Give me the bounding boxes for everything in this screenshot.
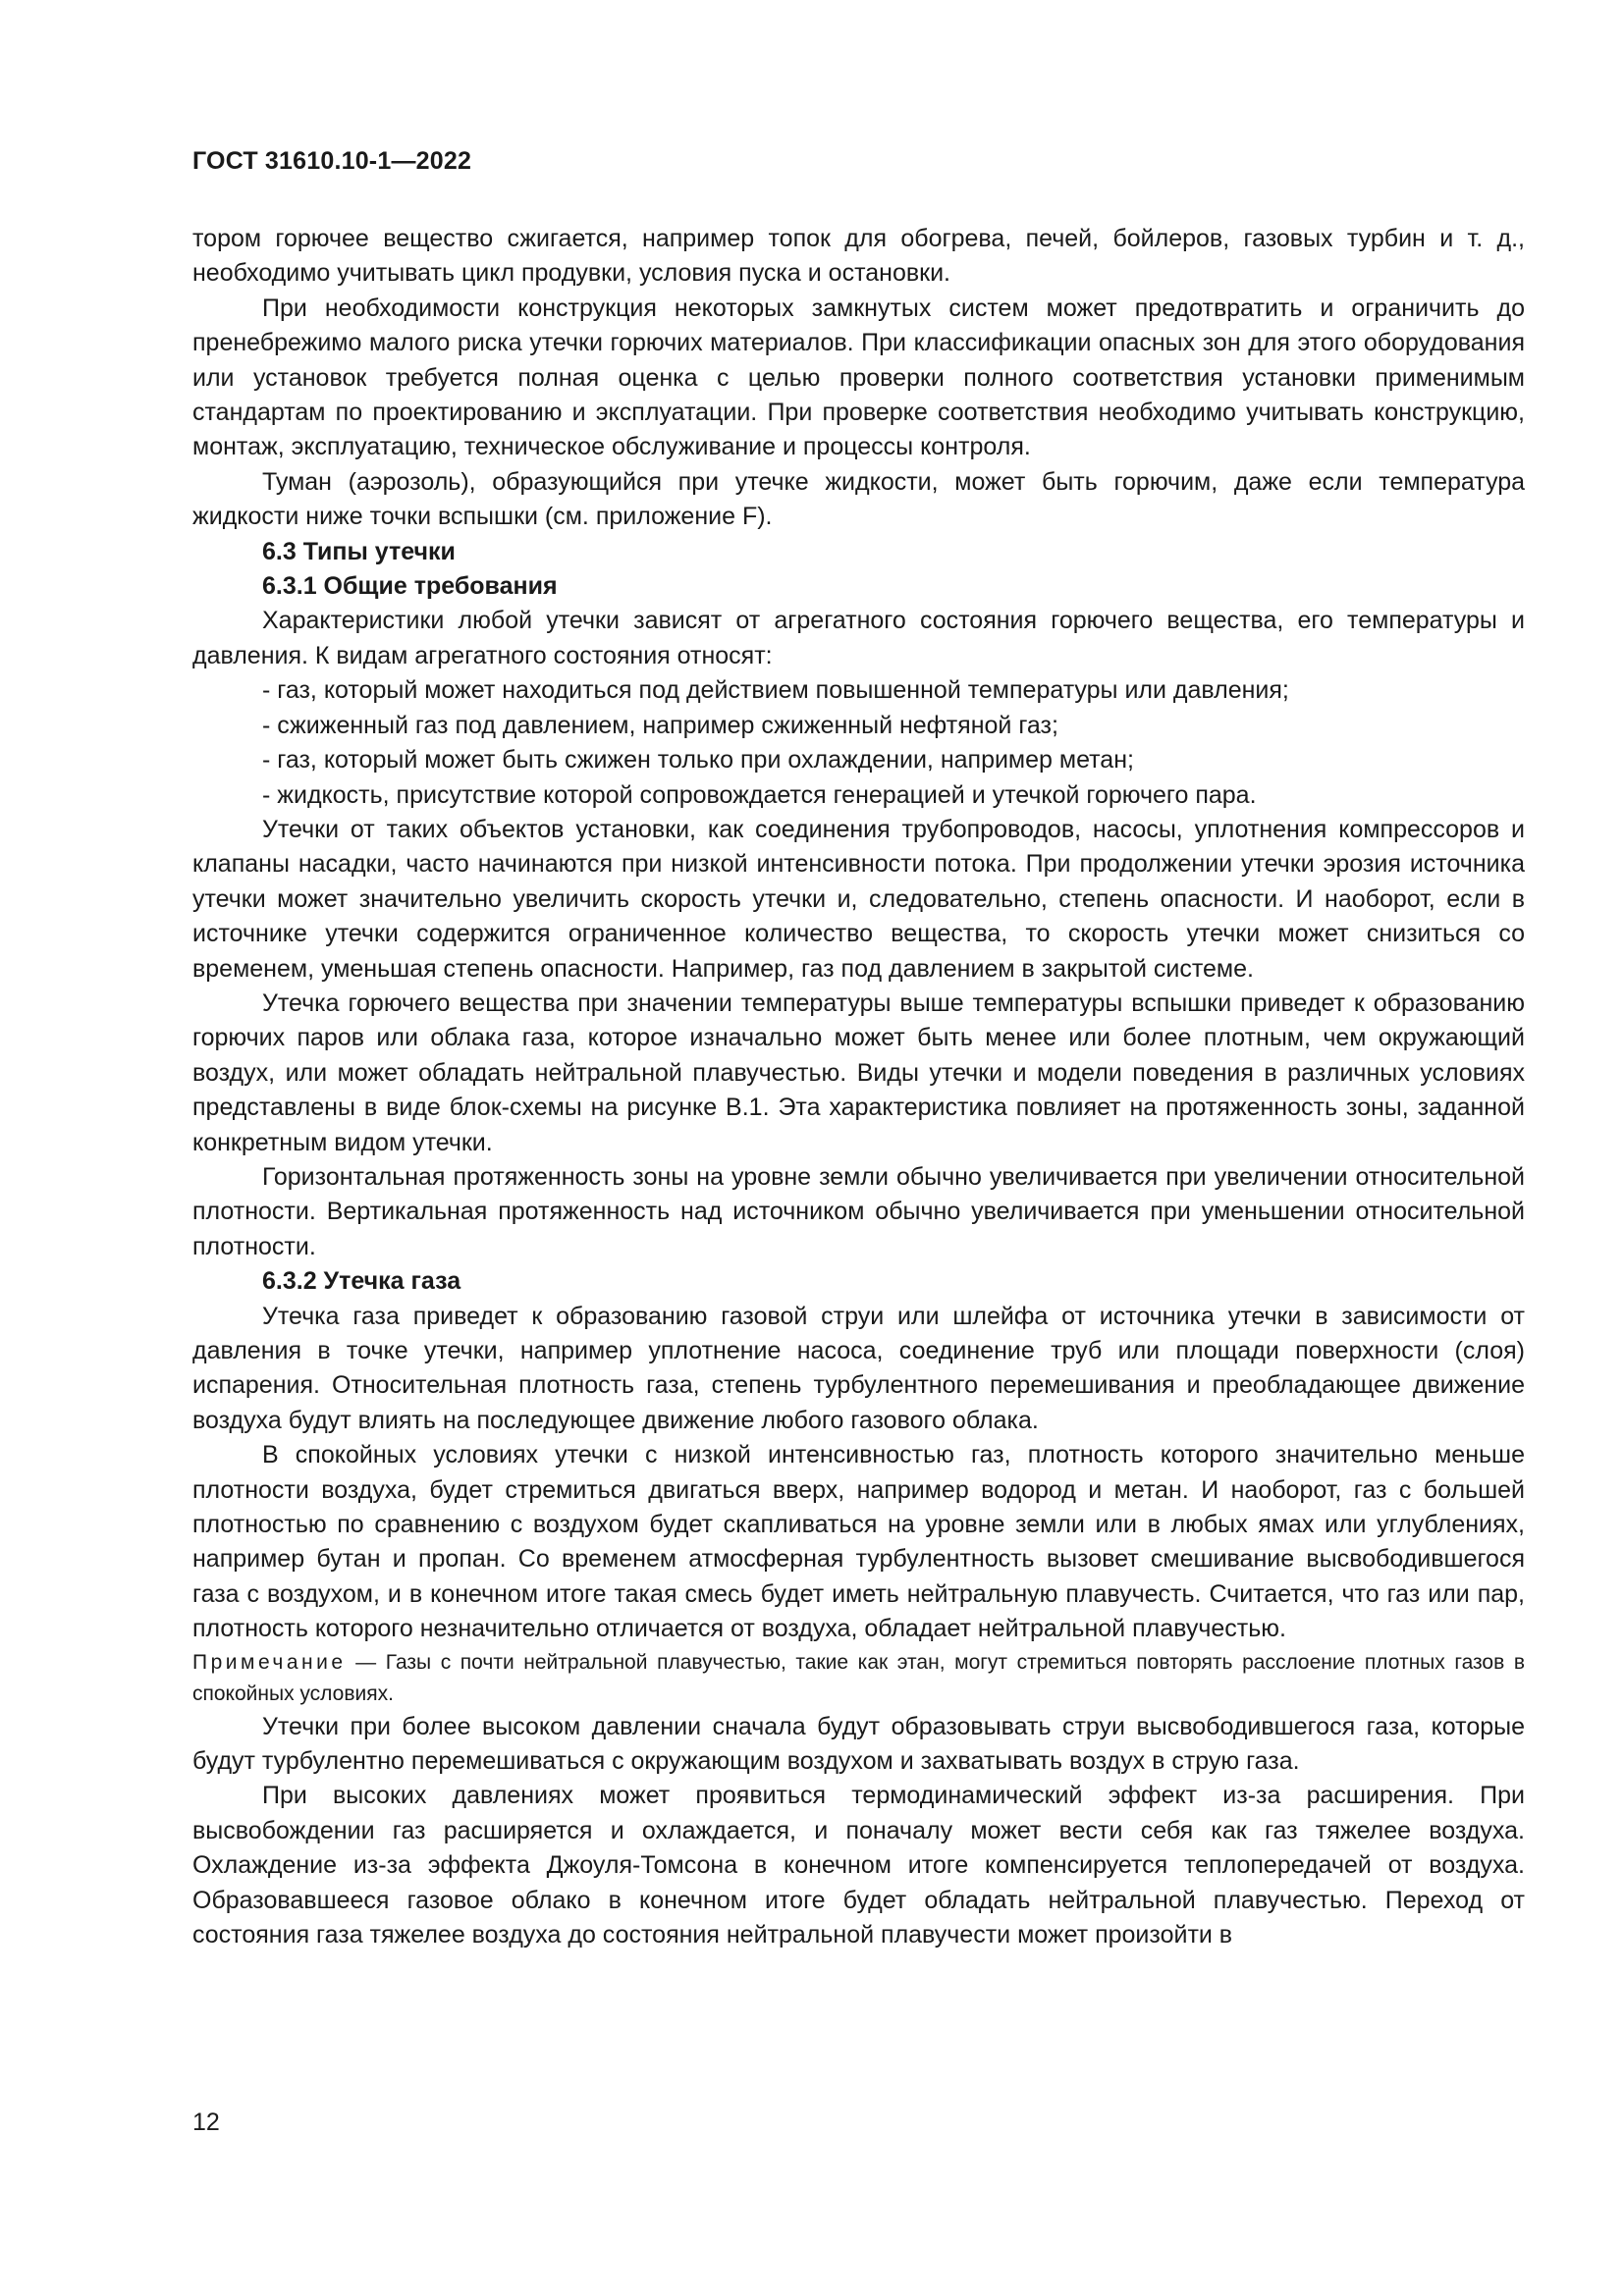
note-label: Примечание — [192, 1650, 347, 1674]
section-heading-6-3-2: 6.3.2 Утечка газа — [262, 1267, 461, 1296]
section-heading-6-3: 6.3 Типы утечки — [262, 537, 456, 565]
list-item: - газ, который может быть сжижен только при охлаждении, например метан; — [262, 746, 1134, 774]
note-text: — Газы с почти нейтральной плавучестью, такие как этан, могут стремиться повторять расслоение плотных газов в спокойных условиях. — [192, 1650, 1525, 1705]
paragraph: Утечка горючего вещества при значении температуры выше температуры вспышки приведет к образованию горючих паров или облака газа, которое изначально может быть менее или более плотным, чем окружающий воздух, или может обладать нейтральной плавучестью. Виды утечки и модели поведения в различных условиях представлены в виде блок-схемы на рисунке В.1. Эта характеристика повлияет на протяженность зоны, заданной конкретным видом утечки. — [192, 988, 1525, 1156]
paragraph: При необходимости конструкция некоторых замкнутых систем может предотвратить и ограничить до пренебрежимо малого риска утечки горючих материалов. При классификации опасных зон для этого оборудования или установок требуется полная оценка с целью проверки полного соответствия установки применимым стандартам по проектированию и эксплуатации. При проверке соответствия необходимо учитывать конструкцию, монтаж, эксплуатацию, техническое обслуживание и процессы контроля. — [192, 294, 1525, 461]
paragraph: Характеристики любой утечки зависят от агрегатного состояния горючего вещества, его температуры и давления. К видам агрегатного состояния относят: — [192, 607, 1525, 669]
page-number: 12 — [192, 2109, 220, 2136]
section-heading-6-3-1: 6.3.1 Общие требования — [262, 572, 558, 601]
paragraph: тором горючее вещество сжигается, например топок для обогрева, печей, бойлеров, газовых турбин и т. д., необходимо учитывать цикл продувки, условия пуска и остановки. — [192, 225, 1525, 288]
list-item: - газ, который может находиться под действием повышенной температуры или давления; — [262, 676, 1289, 705]
list-item: - сжиженный газ под давлением, например сжиженный нефтяной газ; — [262, 711, 1058, 739]
paragraph: Утечки от таких объектов установки, как соединения трубопроводов, насосы, уплотнения компрессоров и клапаны насадки, часто начинаются при низкой интенсивности потока. При продолжении утечки эрозия источника утечки может значительно увеличить скорость утечки и, следовательно, степень опасности. И наоборот, если в источнике утечки содержится ограниченное количество вещества, то скорость утечки может снизиться со временем, уменьшая степень опасности. Например, газ под давлением в закрытой системе. — [192, 815, 1525, 983]
note — [192, 1647, 1525, 1710]
paragraph: В спокойных условиях утечки с низкой интенсивностью газ, плотность которого значительно меньше плотности воздуха, будет стремиться двигаться вверх, например водород и метан. И наоборот, газ с большей плотностью по сравнению с воздухом будет скапливаться на уровне земли или в любых ямах или углублениях, например бутан и пропан. Со временем атмосферная турбулентность вызовет смешивание высвободившегося газа с воздухом, и в конечном итоге такая смесь будет иметь нейтральную плавучесть. Считается, что газ или пар, плотность которого незначительно отличается от воздуха, обладает нейтральной плавучестью. — [192, 1441, 1525, 1643]
list-item: - жидкость, присутствие которой сопровождается генерацией и утечкой горючего пара. — [262, 780, 1257, 809]
document-code-header: ГОСТ 31610.10-1—2022 — [192, 147, 472, 175]
paragraph: Утечки при более высоком давлении сначала будут образовывать струи высвободившегося газа, которые будут турбулентно перемешиваться с окружающим воздухом и захватывать воздух в струю газа. — [192, 1712, 1525, 1776]
paragraph: Горизонтальная протяженность зоны на уровне земли обычно увеличивается при увеличении относительной плотности. Вертикальная протяженность над источником обычно увеличивается при уменьшении относительной плотности. — [192, 1162, 1525, 1260]
paragraph: Утечка газа приведет к образованию газовой струи или шлейфа от источника утечки в зависимости от давления в точке утечки, например уплотнение насоса, соединение труб или площади поверхности (слоя) испарения. Относительная плотность газа, степень турбулентного перемешивания и преобладающее движение воздуха будут влиять на последующее движение любого газового облака. — [192, 1302, 1525, 1434]
document-body — [192, 222, 1525, 1953]
paragraph: При высоких давлениях может проявиться термодинамический эффект из-за расширения. При высвобождении газ расширяется и охлаждается, и поначалу может вести себя как газ тяжелее воздуха. Охлаждение из-за эффекта Джоуля-Томсона в конечном итоге компенсируется теплопередачей от воздуха. Образовавшееся газовое облако в конечном итоге будет обладать нейтральной плавучестью. Переход от состояния газа тяжелее воздуха до состояния нейтральной плавучести может произойти в — [192, 1782, 1525, 1949]
paragraph: Туман (аэрозоль), образующийся при утечке жидкости, может быть горючим, даже если температура жидкости ниже точки вспышки (см. приложение F). — [192, 467, 1525, 531]
